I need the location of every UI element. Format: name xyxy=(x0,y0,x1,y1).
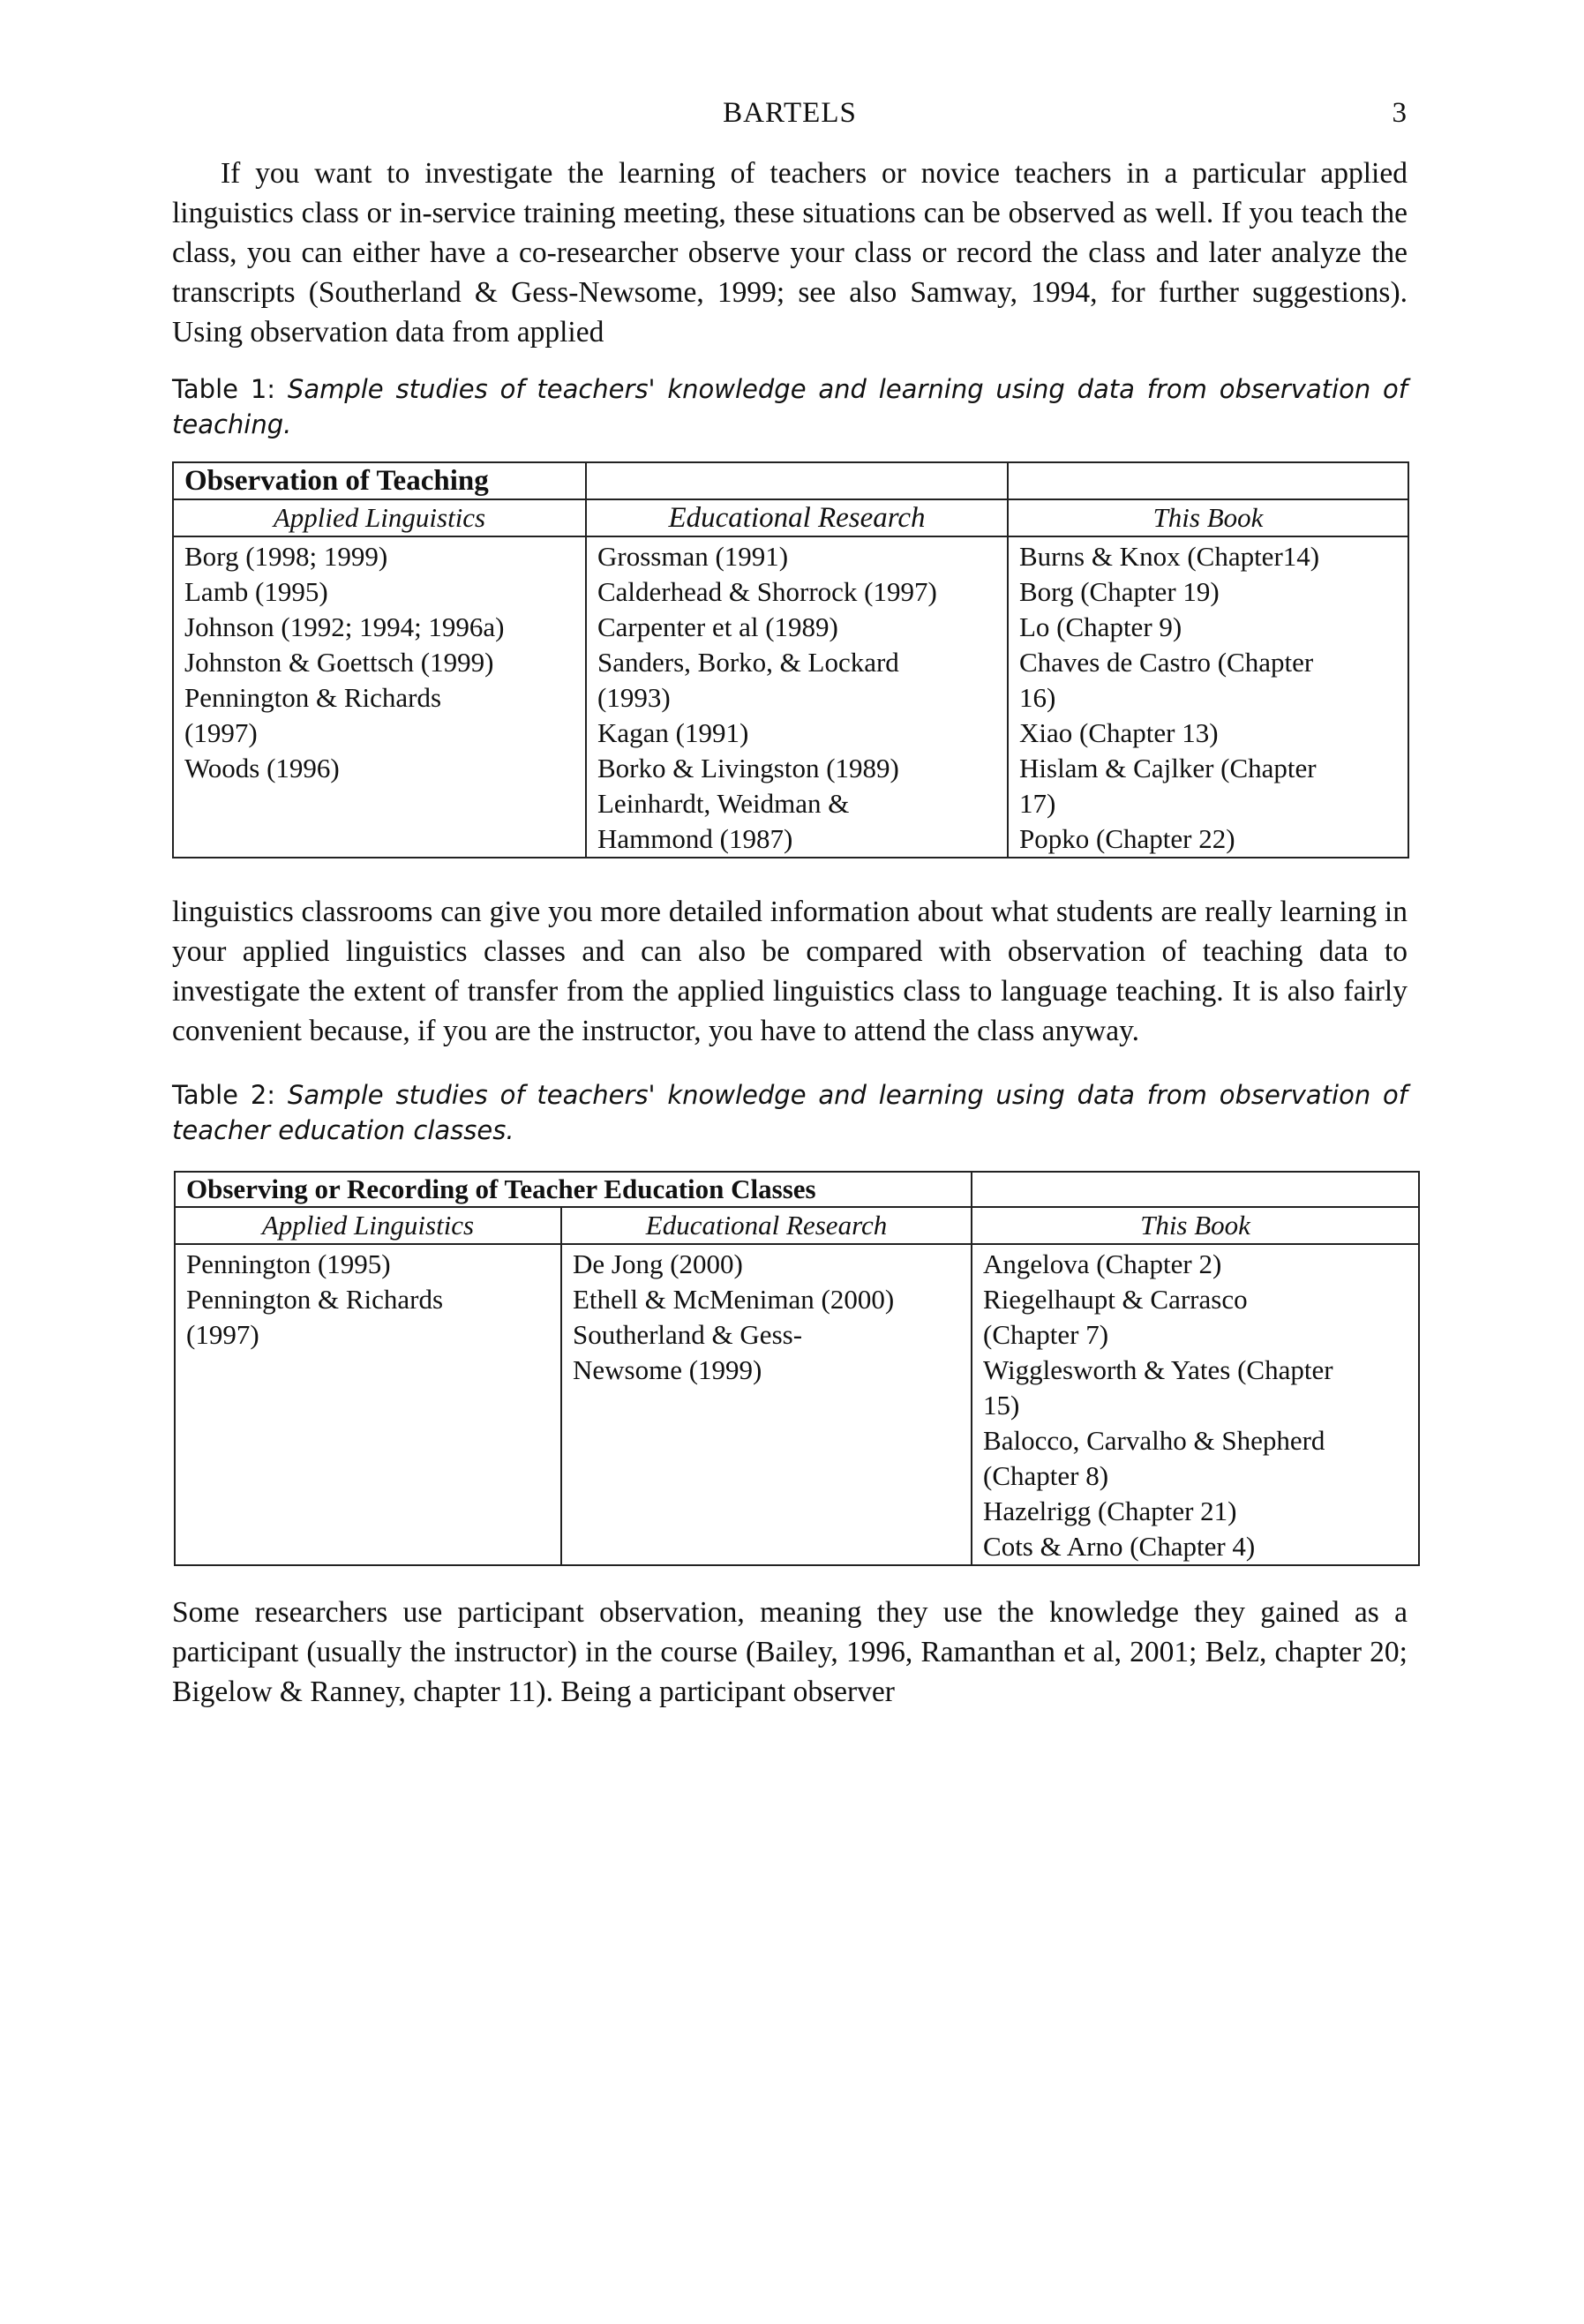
list-item: (1993) xyxy=(597,682,671,713)
table-1-caption-label: Table 1: xyxy=(172,374,276,404)
list-item: Pennington & Richards xyxy=(186,1284,444,1315)
list-item: Cots & Arno (Chapter 4) xyxy=(983,1531,1256,1562)
table-2-title-empty-cell xyxy=(972,1172,1419,1207)
paragraph-3: Some researchers use participant observation, meaning they use the knowledge they gained as a participant (usually the instructor) in the course (Bailey, 1996, Ramanthan et al, 2001; Belz, chapter 20; Bigelow & Ranney, chapter 11). Being a participant observer xyxy=(172,1596,1408,1708)
table-1-book-list xyxy=(1008,536,1408,858)
list-item: Chaves de Castro (Chapter xyxy=(1019,647,1314,678)
list-item: Lamb (1995) xyxy=(184,576,328,607)
list-item: Sanders, Borko, & Lockard xyxy=(597,647,899,678)
list-item: Balocco, Carvalho & Shepherd xyxy=(983,1425,1325,1456)
table-1-caption-text: Sample studies of teachers' knowledge and learning using data from observation of teaching. xyxy=(172,374,1408,439)
list-item: Johnson (1992; 1994; 1996a) xyxy=(184,611,505,642)
table-1-title: Observation of Teaching xyxy=(173,462,586,499)
list-item: Borko & Livingston (1989) xyxy=(597,753,899,783)
list-item: Hislam & Cajlker (Chapter xyxy=(1019,753,1317,783)
running-head xyxy=(172,97,1408,141)
table-2-caption-text: Sample studies of teachers' knowledge and learning using data from observation of teacher education classes. xyxy=(172,1080,1408,1145)
paragraph-1: If you want to investigate the learning of teachers or novice teachers in a particular applied linguistics class or in-service training meeting, these situations can be observed as well. If you teach the class, you can either have a co-researcher observe your class or record the class and later analyze the transcripts (Southerland & Gess-Newsome, 1999; see also Samway, 1994, for further suggestions). Using observation data from applied xyxy=(172,157,1408,349)
list-item: Burns & Knox (Chapter14) xyxy=(1019,541,1320,572)
table-1-caption xyxy=(172,371,1408,442)
table-1-title-empty-cell xyxy=(586,462,1008,499)
table-1 xyxy=(172,461,1409,858)
list-item: Johnston & Goettsch (1999) xyxy=(184,647,494,678)
list-item: (1997) xyxy=(186,1319,259,1350)
document-page xyxy=(172,97,1408,1712)
list-item: Borg (Chapter 19) xyxy=(1019,576,1220,607)
list-item: (1997) xyxy=(184,717,258,748)
list-item: Carpenter et al (1989) xyxy=(597,611,838,642)
list-item: Leinhardt, Weidman & xyxy=(597,788,850,819)
table-2-heading-applied: Applied Linguistics xyxy=(175,1207,561,1244)
list-item: Angelova (Chapter 2) xyxy=(983,1248,1222,1279)
list-item: 15) xyxy=(983,1390,1020,1421)
list-item: Ethell & McMeniman (2000) xyxy=(573,1284,895,1315)
table-2-title: Observing or Recording of Teacher Education Classes xyxy=(175,1172,972,1207)
page-number: 3 xyxy=(1392,97,1408,129)
table-1-applied-list xyxy=(173,536,586,858)
table-2 xyxy=(174,1171,1420,1566)
table-1-heading-educational: Educational Research xyxy=(586,499,1008,536)
list-item: Grossman (1991) xyxy=(597,541,789,572)
list-item: Woods (1996) xyxy=(184,753,340,783)
list-item: 17) xyxy=(1019,788,1056,819)
table-1-heading-book: This Book xyxy=(1008,499,1408,536)
list-item: 16) xyxy=(1019,682,1056,713)
list-item: Pennington (1995) xyxy=(186,1248,391,1279)
list-item: Newsome (1999) xyxy=(573,1354,762,1385)
list-item: Popko (Chapter 22) xyxy=(1019,823,1235,854)
paragraph-2: linguistics classrooms can give you more detailed information about what students are really learning in your applied linguistics classes and can also be compared with observation of teaching data to investigate the extent of transfer from the applied linguistics class to language teaching. It is also fairly convenient because, if you are the instructor, you have to attend the class anyway. xyxy=(172,896,1408,1047)
list-item: (Chapter 7) xyxy=(983,1319,1109,1350)
list-item: Riegelhaupt & Carrasco xyxy=(983,1284,1248,1315)
table-2-heading-educational: Educational Research xyxy=(561,1207,972,1244)
table-2-caption-label: Table 2: xyxy=(172,1080,276,1110)
list-item: Borg (1998; 1999) xyxy=(184,541,388,572)
running-title: BARTELS xyxy=(723,97,857,129)
list-item: Calderhead & Shorrock (1997) xyxy=(597,576,937,607)
table-1-title-empty-cell xyxy=(1008,462,1408,499)
table-2-heading-book: This Book xyxy=(972,1207,1419,1244)
list-item: De Jong (2000) xyxy=(573,1248,743,1279)
list-item: (Chapter 8) xyxy=(983,1460,1109,1491)
list-item: Kagan (1991) xyxy=(597,717,749,748)
list-item: Wigglesworth & Yates (Chapter xyxy=(983,1354,1333,1385)
list-item: Xiao (Chapter 13) xyxy=(1019,717,1219,748)
list-item: Southerland & Gess- xyxy=(573,1319,803,1350)
list-item: Hammond (1987) xyxy=(597,823,793,854)
table-1-educational-list xyxy=(586,536,1008,858)
table-2-book-list xyxy=(972,1244,1419,1565)
table-1-heading-applied: Applied Linguistics xyxy=(173,499,586,536)
list-item: Hazelrigg (Chapter 21) xyxy=(983,1496,1237,1526)
list-item: Pennington & Richards xyxy=(184,682,442,713)
table-2-applied-list xyxy=(175,1244,561,1565)
table-2-caption xyxy=(172,1077,1408,1148)
list-item: Lo (Chapter 9) xyxy=(1019,611,1182,642)
table-2-educational-list xyxy=(561,1244,972,1565)
